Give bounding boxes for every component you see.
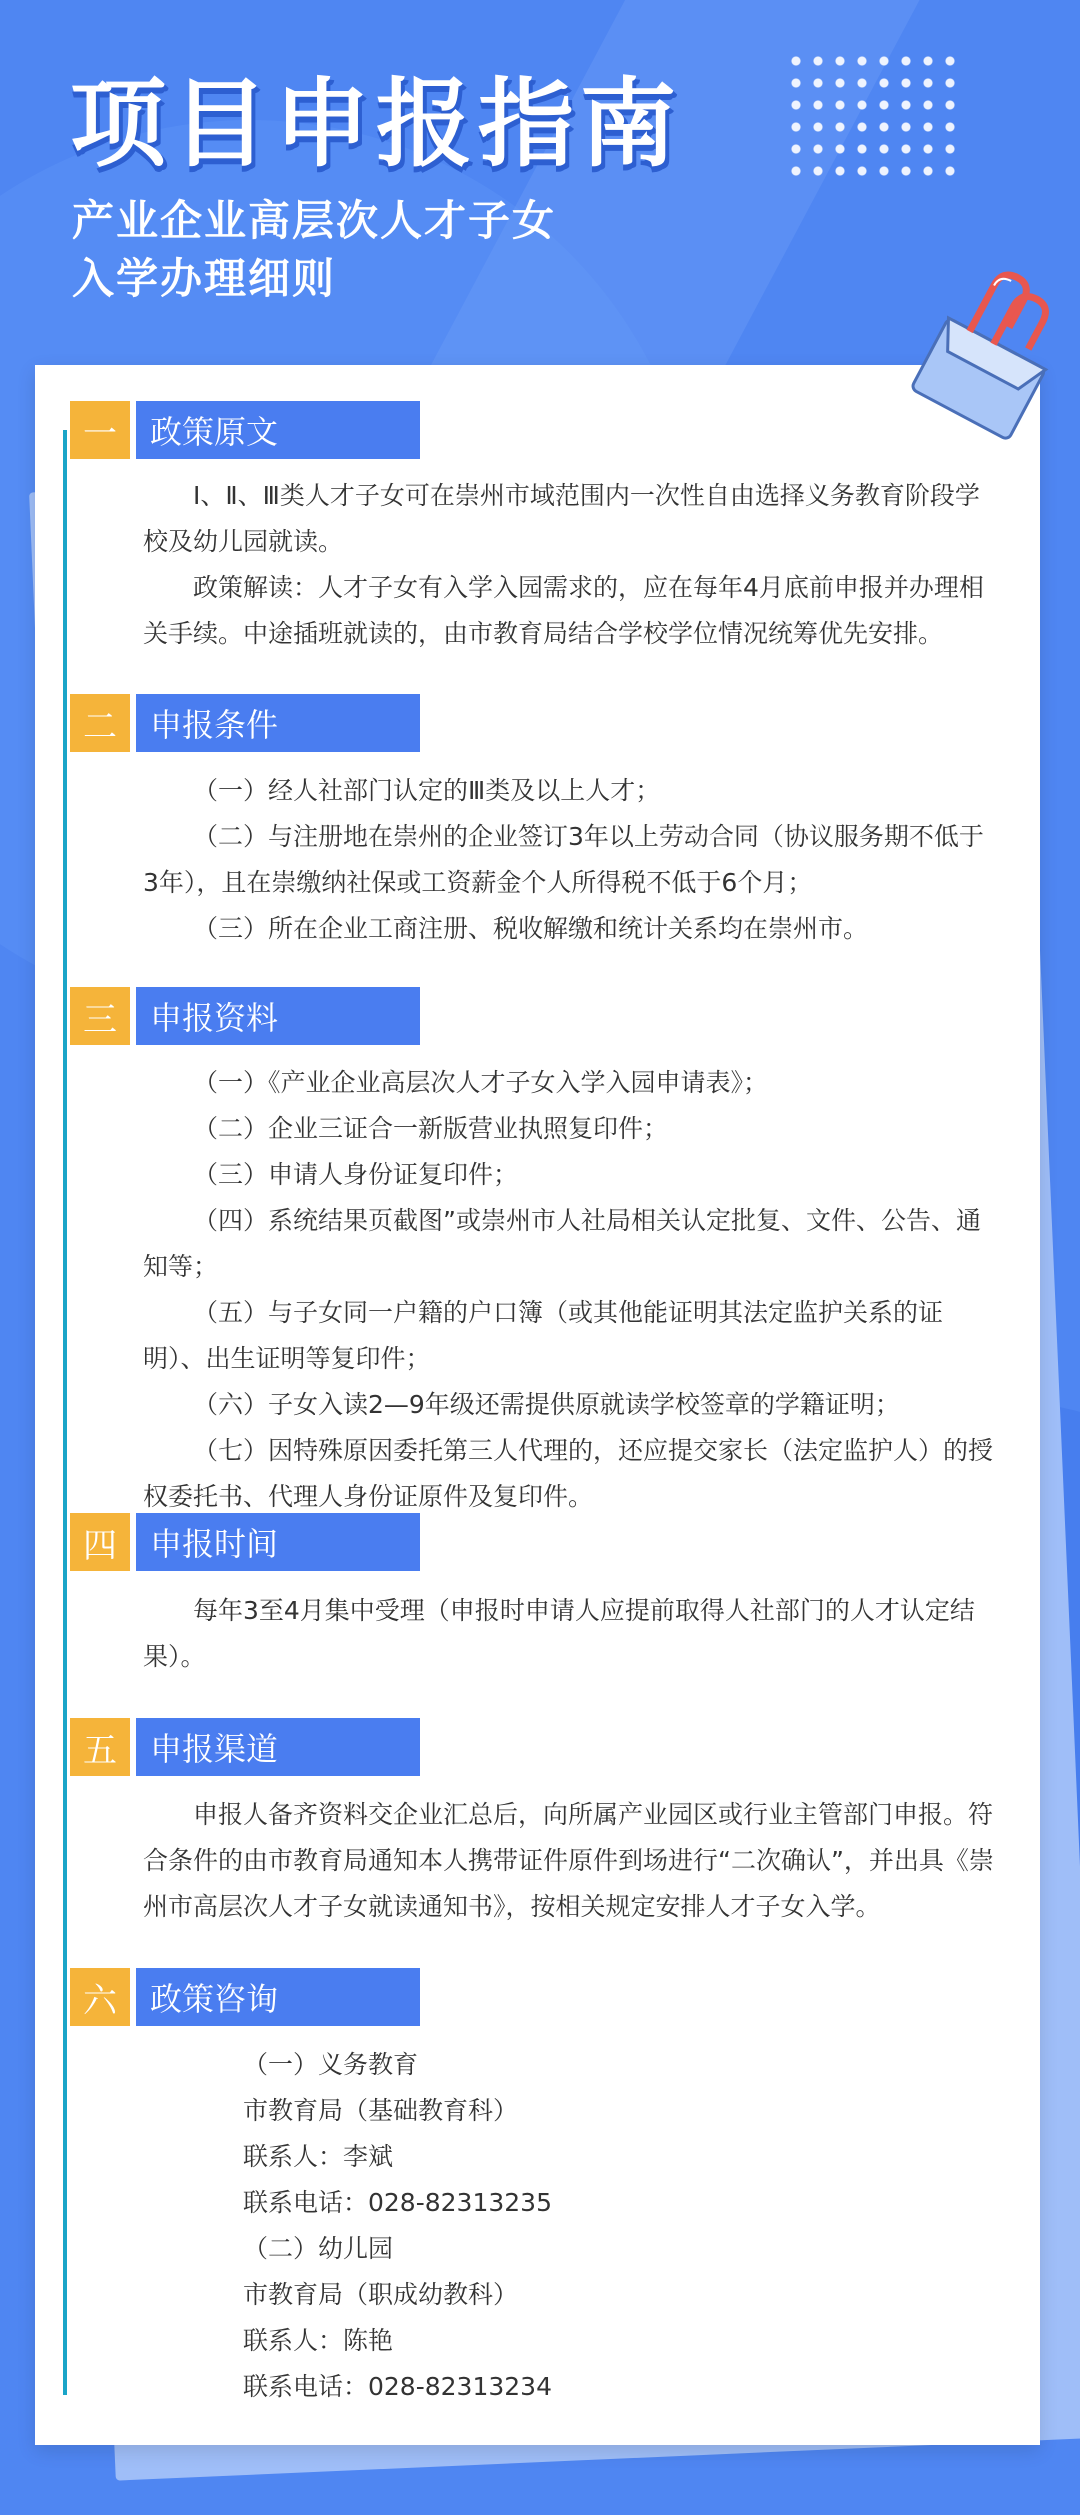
paragraph: （六）子女入读2—9年级还需提供原就读学校签章的学籍证明； bbox=[193, 1390, 900, 1419]
contact-line: 市教育局（基础教育科） bbox=[243, 2096, 519, 2125]
page-title: 项目申报指南 bbox=[70, 68, 682, 180]
page-subtitle bbox=[72, 192, 556, 308]
timeline-line bbox=[63, 430, 67, 2395]
contact-line: 联系人：李斌 bbox=[243, 2142, 394, 2171]
section-number: 二 bbox=[70, 694, 130, 752]
section-title: 申报条件 bbox=[136, 694, 420, 752]
section-number: 四 bbox=[70, 1513, 130, 1571]
paragraph: （二）与注册地在崇州的企业签订3年以上劳动合同（协议服务期不低于3年），且在崇缴纳社保或工资薪金个人所得税不低于6个月； bbox=[143, 822, 984, 897]
section-body bbox=[143, 768, 998, 952]
section-title: 政策咨询 bbox=[136, 1968, 420, 2026]
paragraph: （三）所在企业工商注册、税收解缴和统计关系均在崇州市。 bbox=[193, 914, 869, 943]
paragraph: 政策解读：人才子女有入学入园需求的，应在每年4月底前申报并办理相关手续。中途插班就读的，由市教育局结合学校学位情况统筹优先安排。 bbox=[143, 573, 984, 648]
section-body bbox=[143, 1060, 998, 1520]
paragraph: Ⅰ、Ⅱ、Ⅲ类人才子女可在崇州市域范围内一次性自由选择义务教育阶段学校及幼儿园就读。 bbox=[143, 481, 980, 556]
section-number: 三 bbox=[70, 987, 130, 1045]
contact-line: （一）义务教育 bbox=[243, 2050, 419, 2079]
section-title: 申报时间 bbox=[136, 1513, 420, 1571]
section-header bbox=[70, 1513, 420, 1571]
section-number: 五 bbox=[70, 1718, 130, 1776]
section-title: 申报资料 bbox=[136, 987, 420, 1045]
section-number: 一 bbox=[70, 401, 130, 459]
section-body bbox=[143, 473, 998, 657]
paragraph: （二）企业三证合一新版营业执照复印件； bbox=[193, 1114, 669, 1143]
contact-line: 联系电话：028-82313234 bbox=[243, 2372, 552, 2401]
contact-line: 联系人：陈艳 bbox=[243, 2326, 394, 2355]
contact-line: 联系电话：028-82313235 bbox=[243, 2188, 552, 2217]
binder-clip-icon bbox=[905, 262, 1075, 452]
section-header bbox=[70, 1968, 420, 2026]
section-title: 政策原文 bbox=[136, 401, 420, 459]
decorative-dots bbox=[785, 50, 960, 180]
section-header bbox=[70, 401, 420, 459]
contact-list bbox=[143, 2042, 998, 2410]
section-title: 申报渠道 bbox=[136, 1718, 420, 1776]
section-header bbox=[70, 694, 420, 752]
contact-line: 市教育局（职成幼教科） bbox=[243, 2280, 519, 2309]
section-number: 六 bbox=[70, 1968, 130, 2026]
section-header bbox=[70, 1718, 420, 1776]
subtitle-line: 产业企业高层次人才子女 bbox=[72, 196, 557, 245]
subtitle-line: 入学办理细则 bbox=[72, 254, 337, 303]
paragraph: （一）《产业企业高层次人才子女入学入园申请表》； bbox=[193, 1068, 769, 1097]
paragraph: 申报人备齐资料交企业汇总后，向所属产业园区或行业主管部门申报。符合条件的由市教育局通知本人携带证件原件到场进行“二次确认”，并出具《崇州市高层次人才子女就读通知书》，按相关规定安排人才子女入学。 bbox=[143, 1800, 994, 1921]
paragraph: （一）经人社部门认定的Ⅲ类及以上人才； bbox=[193, 776, 661, 805]
contact-line: （二）幼儿园 bbox=[243, 2234, 394, 2263]
paragraph: （三）申请人身份证复印件； bbox=[193, 1160, 519, 1189]
section-body bbox=[143, 1588, 998, 1680]
section-header bbox=[70, 987, 420, 1045]
paragraph: （五）与子女同一户籍的户口簿（或其他能证明其法定监护关系的证明）、出生证明等复印件； bbox=[143, 1298, 944, 1373]
paragraph: （七）因特殊原因委托第三人代理的，还应提交家长（法定监护人）的授权委托书、代理人身份证原件及复印件。 bbox=[143, 1436, 994, 1511]
paragraph: 每年3至4月集中受理（申报时申请人应提前取得人社部门的人才认定结果）。 bbox=[143, 1596, 975, 1671]
paragraph: （四）系统结果页截图”或崇州市人社局相关认定批复、文件、公告、通知等； bbox=[143, 1206, 981, 1281]
section-body bbox=[143, 1792, 998, 1930]
